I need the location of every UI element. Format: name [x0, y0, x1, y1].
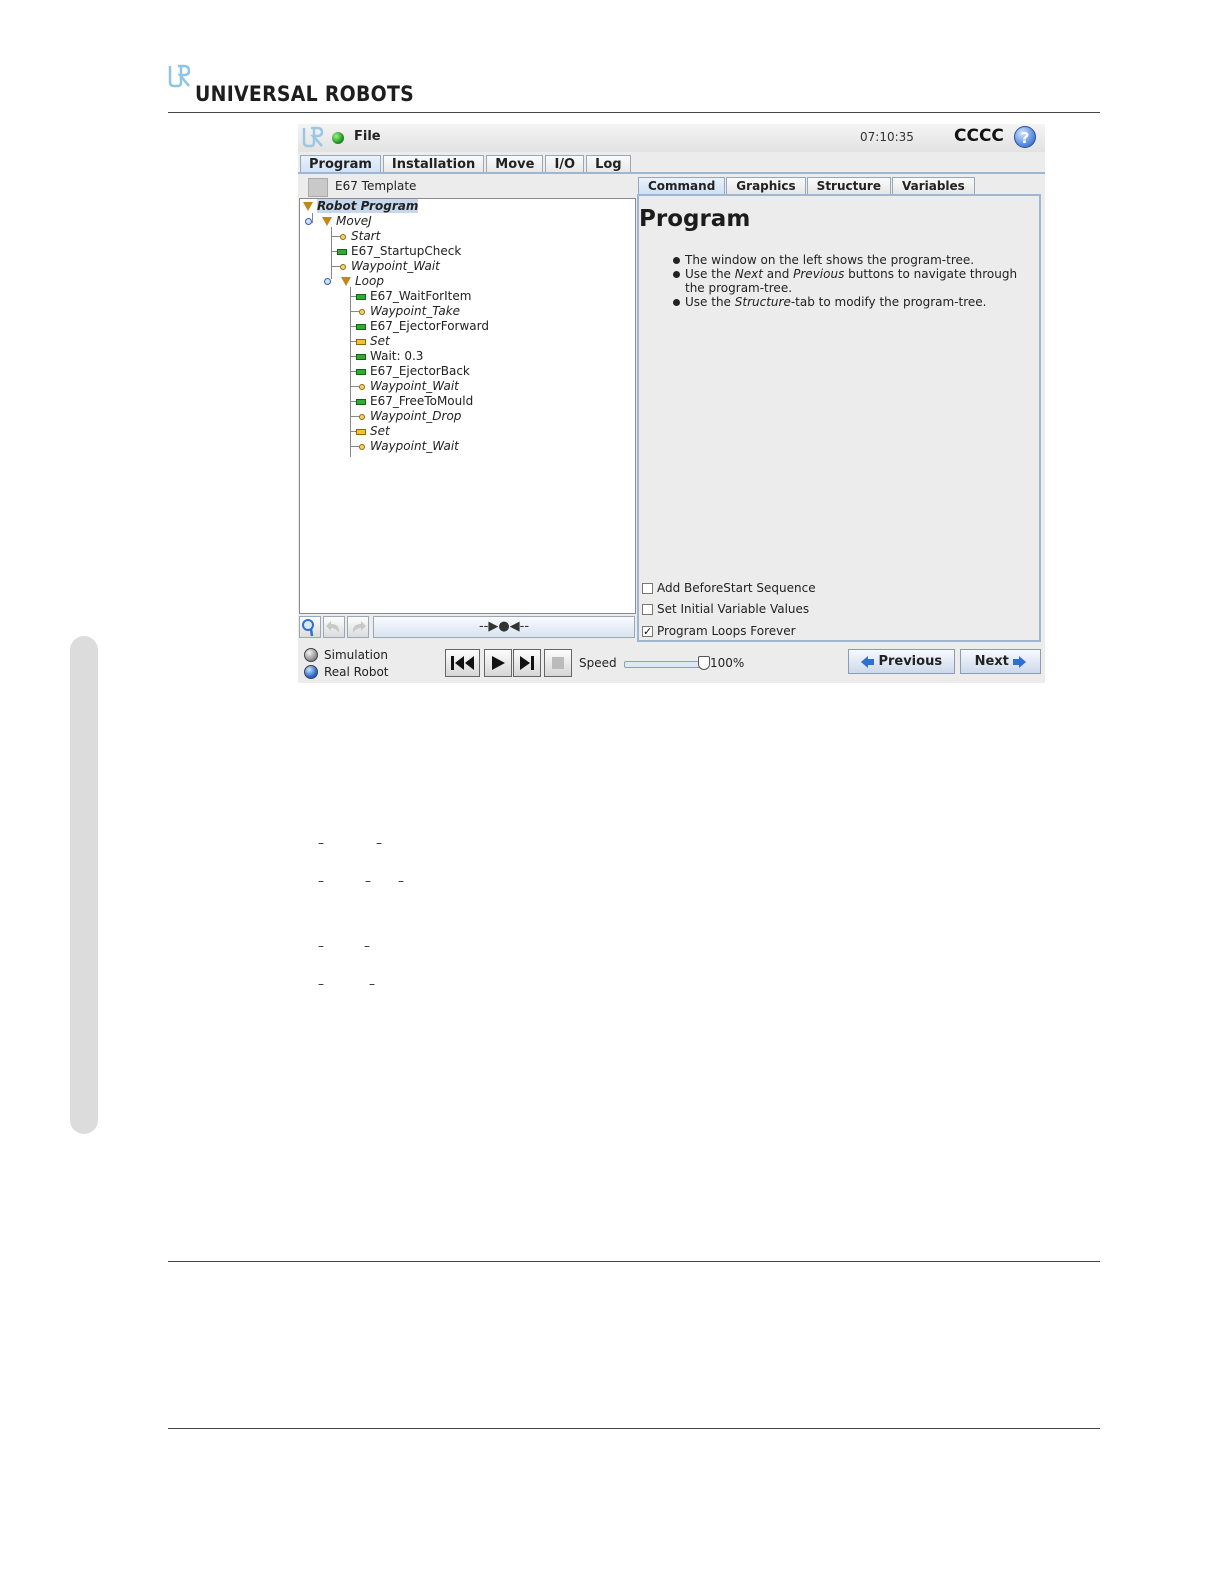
tree-node-label: Set [370, 424, 390, 438]
option-loop-forever[interactable] [642, 623, 796, 639]
tree-node-waypoint[interactable] [359, 409, 461, 424]
run-control-bar [298, 644, 1045, 683]
search-button[interactable] [299, 616, 321, 638]
tab-installation[interactable]: Installation [383, 155, 484, 173]
tree-node-loop[interactable] [341, 274, 384, 289]
redo-button[interactable] [347, 616, 369, 638]
undo-button[interactable] [323, 616, 345, 638]
previous-button[interactable] [848, 649, 955, 674]
tree-node-wait[interactable] [356, 349, 423, 364]
tree-node-set[interactable] [356, 424, 390, 439]
tree-node-label: MoveJ [336, 214, 372, 228]
tree-node-label: Wait: 0.3 [370, 349, 424, 363]
skip-to-start-icon [449, 654, 477, 672]
command-content [637, 194, 1041, 642]
text-dash: – [376, 836, 382, 850]
command-title: Program [639, 206, 751, 232]
waypoint-icon [359, 444, 365, 450]
expand-triangle-icon[interactable] [303, 202, 313, 211]
program-template-name: E67 Template [335, 179, 417, 193]
arrow-left-icon [861, 654, 874, 669]
breakpoint-pin-icon[interactable] [324, 278, 331, 285]
simulation-radio[interactable] [304, 648, 318, 662]
tree-node-subprogram[interactable] [356, 319, 489, 334]
footer-rule-upper [168, 1261, 1100, 1262]
tree-node-label: Robot Program [317, 199, 419, 213]
next-button[interactable] [960, 649, 1041, 674]
tab-log[interactable]: Log [586, 155, 631, 173]
text-dash: – [364, 939, 370, 953]
tree-node-robot-program[interactable] [303, 199, 418, 214]
waypoint-icon [359, 414, 365, 420]
tree-node-movej[interactable] [322, 214, 372, 229]
real-robot-label: Real Robot [324, 665, 389, 679]
program-tree-panel [298, 174, 636, 642]
program-tree [299, 198, 636, 614]
tree-node-waypoint[interactable] [340, 259, 440, 274]
help-bullets [673, 253, 1018, 309]
tree-node-subprogram[interactable] [356, 394, 473, 409]
text-dash: – [318, 836, 324, 850]
node-move-bar[interactable]: --▶●◀-- [373, 616, 635, 638]
robot-name: CCCC [954, 126, 1004, 146]
tree-node-waypoint[interactable] [359, 304, 460, 319]
text-dash: – [365, 874, 371, 888]
subprogram-icon [337, 249, 347, 255]
tab-variables[interactable]: Variables [892, 177, 975, 194]
speed-slider-handle[interactable] [698, 656, 710, 670]
tree-toolbar [299, 614, 635, 640]
ur-brand-logo-icon [168, 64, 192, 88]
polyscope-window [298, 124, 1045, 683]
tree-node-label: E67_EjectorForward [370, 319, 489, 333]
tree-node-label: E67_WaitForItem [370, 289, 472, 303]
waypoint-icon [340, 264, 346, 270]
checkbox[interactable] [642, 583, 653, 594]
step-forward-icon [518, 654, 536, 672]
subprogram-icon [356, 324, 366, 330]
brand-name: UNIVERSAL ROBOTS [195, 82, 415, 106]
tree-node-label: E67_FreeToMould [370, 394, 474, 408]
play-icon [489, 654, 507, 672]
option-initial-variables[interactable] [642, 601, 809, 617]
text-dash: – [318, 977, 324, 991]
tree-node-label: E67_EjectorBack [370, 364, 470, 378]
help-bullet: Use the Structure-tab to modify the program-tree. [673, 295, 1018, 309]
option-label: Set Initial Variable Values [657, 602, 810, 616]
footer-rule-lower [168, 1428, 1100, 1429]
help-bullet: The window on the left shows the program-tree. [673, 253, 1018, 267]
wait-icon [356, 354, 366, 360]
command-panel [636, 174, 1045, 644]
tree-node-label: Waypoint_Take [370, 304, 461, 318]
tree-node-subprogram[interactable] [356, 364, 470, 379]
option-label: Program Loops Forever [657, 624, 796, 638]
subprogram-icon [356, 399, 366, 405]
status-led-icon [332, 132, 344, 144]
tree-node-label: Waypoint_Drop [370, 409, 462, 423]
waypoint-icon [359, 384, 365, 390]
rewind-button[interactable] [445, 649, 480, 677]
waypoint-icon [340, 234, 346, 240]
stop-button[interactable] [544, 649, 572, 677]
real-robot-radio[interactable] [304, 665, 318, 679]
option-label: Add BeforeStart Sequence [657, 581, 816, 595]
tree-node-label: Loop [355, 274, 384, 288]
checkbox-checked[interactable]: ✓ [643, 625, 653, 638]
page-side-tab [70, 636, 98, 1134]
set-icon [356, 339, 366, 345]
top-bar [298, 124, 1045, 152]
previous-label: Previous [878, 654, 943, 669]
tree-node-subprogram[interactable] [337, 244, 461, 259]
subprogram-icon [356, 369, 366, 375]
tab-graphics[interactable]: Graphics [726, 177, 805, 194]
ur-logo-icon [302, 126, 324, 148]
search-icon [300, 617, 320, 637]
speed-value: 100% [710, 656, 745, 670]
breakpoint-pin-icon[interactable] [305, 218, 312, 225]
text-dash: – [318, 939, 324, 953]
step-button[interactable] [513, 649, 541, 677]
set-icon [356, 429, 366, 435]
help-bullet: Use the Next and Previous buttons to navigate through the program-tree. [673, 267, 1018, 295]
tree-node-subprogram[interactable] [356, 289, 471, 304]
tree-node-set[interactable] [356, 334, 390, 349]
speed-slider[interactable] [624, 661, 708, 668]
stop-icon [550, 655, 566, 671]
play-button[interactable] [484, 649, 512, 677]
header-rule [168, 112, 1100, 113]
tab-structure[interactable]: Structure [807, 177, 891, 194]
next-label: Next [974, 654, 1009, 669]
tab-io[interactable]: I/O [545, 155, 584, 173]
subprogram-icon [356, 294, 366, 300]
waypoint-icon [359, 309, 365, 315]
redo-icon [348, 617, 368, 637]
main-tabs [300, 155, 631, 173]
tab-program[interactable]: Program [300, 155, 381, 173]
expand-triangle-icon[interactable] [322, 217, 332, 226]
arrow-right-icon [1013, 654, 1026, 669]
save-program-icon[interactable] [308, 178, 328, 197]
checkbox[interactable] [642, 604, 653, 615]
tree-node-label: Waypoint_Wait [370, 439, 459, 453]
clock: 07:10:35 [860, 130, 914, 144]
tree-node-waypoint[interactable] [340, 229, 380, 244]
undo-icon [324, 617, 344, 637]
text-dash: – [398, 874, 404, 888]
file-menu[interactable]: File [354, 129, 381, 144]
option-beforestart[interactable] [642, 580, 816, 596]
speed-label: Speed [579, 656, 617, 670]
tree-node-waypoint[interactable] [359, 379, 459, 394]
tab-command[interactable]: Command [638, 177, 725, 194]
tree-node-label: Waypoint_Wait [370, 379, 459, 393]
text-dash: – [318, 874, 324, 888]
tree-node-label: Set [370, 334, 390, 348]
tree-node-label: Waypoint_Wait [351, 259, 440, 273]
tab-move[interactable]: Move [486, 155, 543, 173]
sub-tabs [638, 177, 975, 194]
tree-node-label: Start [351, 229, 381, 243]
simulation-label: Simulation [324, 648, 388, 662]
tree-node-waypoint[interactable] [359, 439, 459, 454]
expand-triangle-icon[interactable] [341, 277, 351, 286]
tree-node-label: E67_StartupCheck [351, 244, 462, 258]
text-dash: – [369, 977, 375, 991]
help-button[interactable]: ? [1014, 126, 1036, 148]
